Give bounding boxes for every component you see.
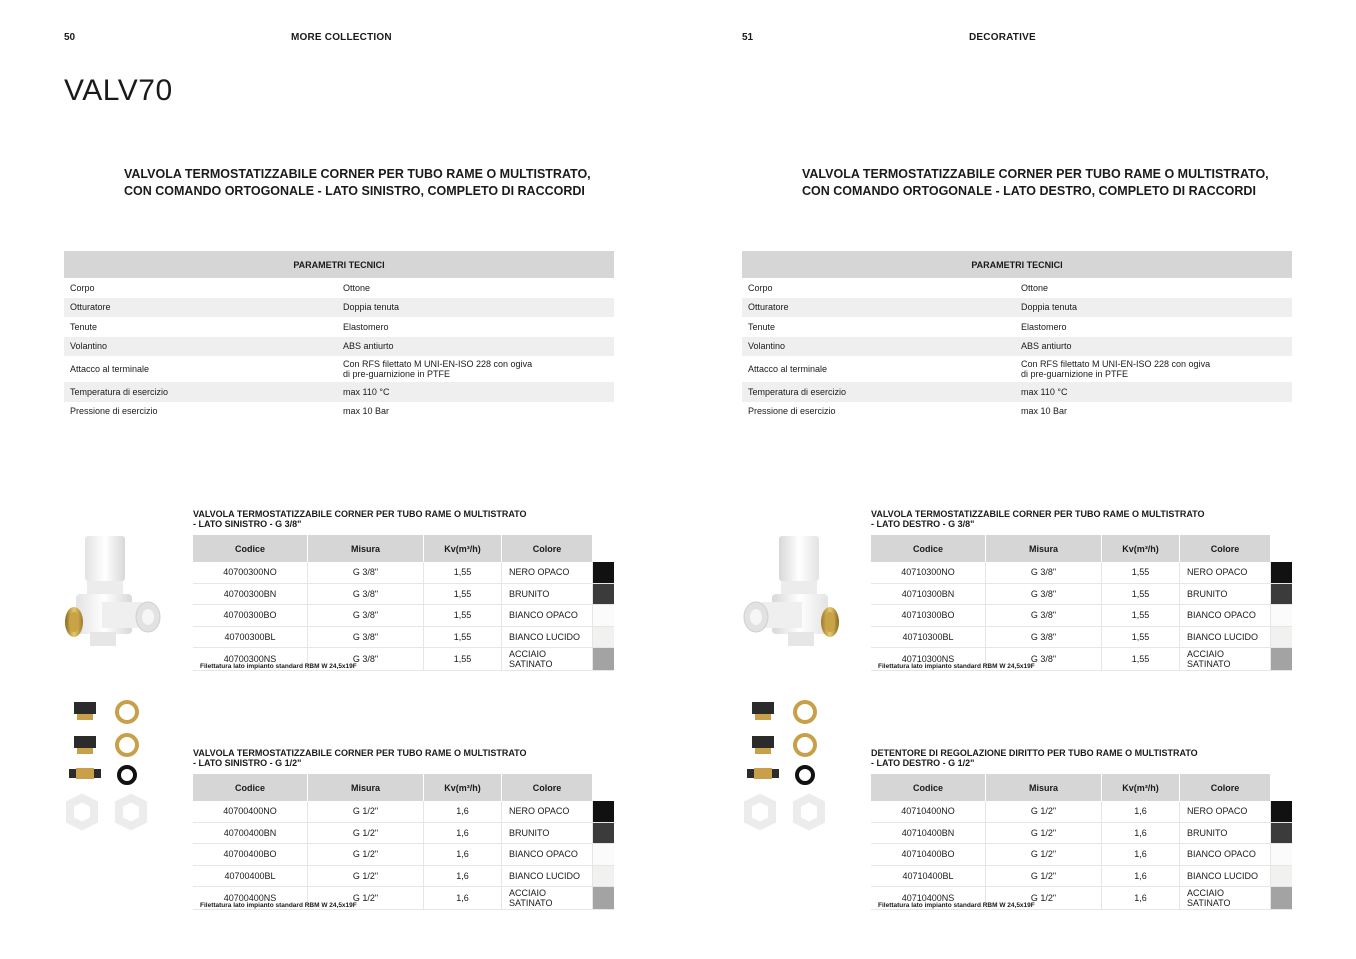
cell-kv: 1,6 bbox=[424, 865, 502, 887]
product-table-title bbox=[871, 509, 1292, 529]
cell-code: 40700300NS bbox=[193, 648, 308, 671]
param-key: Otturatore bbox=[742, 298, 1017, 318]
cell-color: BIANCO OPACO bbox=[1180, 605, 1271, 627]
table-row bbox=[193, 605, 614, 627]
cell-kv: 1,55 bbox=[1102, 648, 1180, 671]
cell-size: G 1/2" bbox=[308, 865, 424, 887]
param-value-line: Con RFS filettato M UNI-EN-ISO 228 con ogiva bbox=[343, 359, 533, 369]
cell-kv: 1,55 bbox=[424, 648, 502, 671]
product-title bbox=[802, 166, 1302, 200]
product-title-line: CON COMANDO ORTOGONALE - LATO SINISTRO, COMPLETO DI RACCORDI bbox=[124, 184, 585, 198]
cell-color: BRUNITO bbox=[1180, 583, 1271, 605]
param-value-line: di pre-guarnizione in PTFE bbox=[1021, 369, 1129, 379]
column-header-kv: Kv(m³/h) bbox=[1102, 774, 1180, 801]
param-key: Otturatore bbox=[64, 298, 339, 318]
cell-color: BRUNITO bbox=[502, 822, 593, 844]
cell-code: 40710300NO bbox=[871, 562, 986, 583]
cell-size: G 3/8" bbox=[308, 583, 424, 605]
param-value: ABS antiurto bbox=[1017, 337, 1292, 357]
param-key: Temperatura di esercizio bbox=[742, 382, 1017, 402]
cell-kv: 1,55 bbox=[1102, 605, 1180, 627]
column-header-kv: Kv(m³/h) bbox=[424, 535, 502, 562]
table-row bbox=[871, 865, 1292, 887]
param-value: Doppia tenuta bbox=[339, 298, 614, 318]
cell-color: NERO OPACO bbox=[1180, 801, 1271, 822]
color-swatch bbox=[1271, 801, 1293, 822]
cell-kv: 1,55 bbox=[424, 562, 502, 583]
cell-kv: 1,6 bbox=[1102, 887, 1180, 910]
cell-size: G 1/2" bbox=[986, 887, 1102, 910]
table-row bbox=[193, 583, 614, 605]
thread-note: Filettatura lato impianto standard RBM W 24,5x19F bbox=[200, 663, 357, 670]
column-header-color: Colore bbox=[1180, 535, 1271, 562]
cell-color: ACCIAIO SATINATO bbox=[1180, 887, 1271, 910]
column-header-color: Colore bbox=[502, 774, 593, 801]
cell-kv: 1,55 bbox=[424, 605, 502, 627]
cell-color: BIANCO OPACO bbox=[1180, 844, 1271, 866]
column-header-size: Misura bbox=[986, 535, 1102, 562]
cell-size: G 1/2" bbox=[308, 887, 424, 910]
cell-code: 40710300BL bbox=[871, 626, 986, 648]
color-swatch bbox=[1271, 605, 1293, 627]
cell-code: 40700400BL bbox=[193, 865, 308, 887]
cell-kv: 1,6 bbox=[424, 822, 502, 844]
column-header-swatch bbox=[593, 774, 615, 801]
cell-color: ACCIAIO SATINATO bbox=[502, 648, 593, 671]
cell-size: G 3/8" bbox=[986, 562, 1102, 583]
table-row bbox=[871, 844, 1292, 866]
column-header-swatch bbox=[1271, 774, 1293, 801]
cell-color: BIANCO OPACO bbox=[502, 605, 593, 627]
param-value: Elastomero bbox=[343, 321, 389, 332]
column-header-color: Colore bbox=[1180, 774, 1271, 801]
product-table-title bbox=[193, 509, 614, 529]
cell-size: G 1/2" bbox=[986, 822, 1102, 844]
cell-color: ACCIAIO SATINATO bbox=[502, 887, 593, 910]
cell-color: BIANCO LUCIDO bbox=[1180, 626, 1271, 648]
cell-kv: 1,55 bbox=[1102, 562, 1180, 583]
table-row bbox=[871, 626, 1292, 648]
column-header-swatch bbox=[593, 535, 615, 562]
column-header-color: Colore bbox=[502, 535, 593, 562]
param-value: ABS antiurto bbox=[339, 337, 614, 357]
cell-code: 40700400BN bbox=[193, 822, 308, 844]
cell-color: BRUNITO bbox=[1180, 822, 1271, 844]
cell-color: NERO OPACO bbox=[502, 562, 593, 583]
cell-code: 40710300BO bbox=[871, 605, 986, 627]
fittings-image bbox=[742, 696, 832, 836]
model-title: VALV70 bbox=[64, 74, 173, 107]
page-number: 50 bbox=[64, 32, 76, 43]
param-value: Ottone bbox=[343, 282, 371, 293]
cell-color: BRUNITO bbox=[502, 583, 593, 605]
cell-size: G 3/8" bbox=[986, 605, 1102, 627]
technical-parameters-table bbox=[742, 251, 1292, 421]
cell-code: 40700400BO bbox=[193, 844, 308, 866]
table-row bbox=[193, 844, 614, 866]
product-table bbox=[193, 774, 614, 910]
cell-size: G 3/8" bbox=[308, 626, 424, 648]
table-row bbox=[193, 626, 614, 648]
cell-size: G 1/2" bbox=[986, 865, 1102, 887]
cell-color: NERO OPACO bbox=[502, 801, 593, 822]
cell-code: 40710400BL bbox=[871, 865, 986, 887]
param-value bbox=[1017, 356, 1292, 382]
cell-kv: 1,6 bbox=[424, 844, 502, 866]
product-table bbox=[193, 535, 614, 671]
param-value: max 110 °C bbox=[1017, 382, 1292, 402]
cell-kv: 1,6 bbox=[1102, 801, 1180, 822]
color-swatch bbox=[593, 605, 615, 627]
param-key: Tenute bbox=[70, 321, 98, 332]
cell-size: G 3/8" bbox=[308, 605, 424, 627]
cell-color: BIANCO LUCIDO bbox=[502, 865, 593, 887]
cell-kv: 1,55 bbox=[424, 626, 502, 648]
cell-code: 40700300NO bbox=[193, 562, 308, 583]
thread-note: Filettatura lato impianto standard RBM W 24,5x19F bbox=[200, 902, 357, 909]
cell-kv: 1,6 bbox=[424, 887, 502, 910]
cell-code: 40700400NS bbox=[193, 887, 308, 910]
cell-kv: 1,55 bbox=[424, 583, 502, 605]
cell-color: ACCIAIO SATINATO bbox=[1180, 648, 1271, 671]
column-header-code: Codice bbox=[193, 774, 308, 801]
param-value: Doppia tenuta bbox=[1017, 298, 1292, 318]
product-table-title-line: VALVOLA TERMOSTATIZZABILE CORNER PER TUBO RAME O MULTISTRATO bbox=[871, 509, 1205, 519]
param-key: Tenute bbox=[748, 321, 776, 332]
param-key: Pressione di esercizio bbox=[748, 406, 836, 417]
product-table-title-line: VALVOLA TERMOSTATIZZABILE CORNER PER TUBO RAME O MULTISTRATO bbox=[193, 748, 527, 758]
cell-size: G 3/8" bbox=[986, 583, 1102, 605]
color-swatch bbox=[593, 562, 615, 583]
cell-kv: 1,6 bbox=[1102, 844, 1180, 866]
cell-code: 40710300BN bbox=[871, 583, 986, 605]
param-value: max 110 °C bbox=[339, 382, 614, 402]
cell-kv: 1,6 bbox=[424, 801, 502, 822]
cell-size: G 1/2" bbox=[986, 844, 1102, 866]
technical-parameters-table bbox=[64, 251, 614, 421]
color-swatch bbox=[593, 822, 615, 844]
product-table-title-line: - LATO SINISTRO - G 1/2" bbox=[193, 758, 302, 768]
cell-code: 40710400BN bbox=[871, 822, 986, 844]
color-swatch bbox=[1271, 562, 1293, 583]
product-title bbox=[124, 166, 624, 200]
column-header-code: Codice bbox=[193, 535, 308, 562]
param-value: Ottone bbox=[1021, 282, 1049, 293]
cell-kv: 1,55 bbox=[1102, 626, 1180, 648]
param-key: Volantino bbox=[742, 337, 1017, 357]
cell-color: NERO OPACO bbox=[1180, 562, 1271, 583]
thread-note: Filettatura lato impianto standard RBM W 24,5x19F bbox=[878, 663, 1035, 670]
param-value: max 10 Bar bbox=[1021, 406, 1068, 417]
cell-kv: 1,6 bbox=[1102, 822, 1180, 844]
color-swatch bbox=[1271, 865, 1293, 887]
page-number: 51 bbox=[742, 32, 754, 43]
param-value: max 10 Bar bbox=[343, 406, 390, 417]
column-header-size: Misura bbox=[986, 774, 1102, 801]
parameters-header: PARAMETRI TECNICI bbox=[742, 251, 1292, 278]
valve-left-image bbox=[62, 532, 164, 652]
table-row bbox=[871, 822, 1292, 844]
cell-size: G 1/2" bbox=[986, 801, 1102, 822]
table-row bbox=[193, 801, 614, 822]
valve-right-image bbox=[740, 532, 842, 652]
parameters-header: PARAMETRI TECNICI bbox=[64, 251, 614, 278]
param-key: Volantino bbox=[64, 337, 339, 357]
color-swatch bbox=[593, 626, 615, 648]
product-table-title bbox=[193, 748, 614, 768]
color-swatch bbox=[593, 648, 615, 671]
cell-code: 40700300BO bbox=[193, 605, 308, 627]
cell-kv: 1,6 bbox=[1102, 865, 1180, 887]
param-key: Corpo bbox=[748, 282, 773, 293]
color-swatch bbox=[1271, 626, 1293, 648]
cell-color: BIANCO LUCIDO bbox=[1180, 865, 1271, 887]
param-value bbox=[339, 356, 614, 382]
column-header-size: Misura bbox=[308, 535, 424, 562]
section-name: DECORATIVE bbox=[969, 32, 1036, 43]
column-header-kv: Kv(m³/h) bbox=[1102, 535, 1180, 562]
fittings-image bbox=[64, 696, 154, 836]
column-header-swatch bbox=[1271, 535, 1293, 562]
table-row bbox=[193, 822, 614, 844]
table-row bbox=[871, 801, 1292, 822]
table-row bbox=[871, 562, 1292, 583]
table-row bbox=[193, 562, 614, 583]
cell-size: G 1/2" bbox=[308, 822, 424, 844]
product-table bbox=[871, 535, 1292, 671]
product-title-line: VALVOLA TERMOSTATIZZABILE CORNER PER TUBO RAME O MULTISTRATO, bbox=[802, 167, 1269, 181]
cell-size: G 1/2" bbox=[308, 801, 424, 822]
cell-size: G 3/8" bbox=[308, 562, 424, 583]
cell-size: G 3/8" bbox=[986, 648, 1102, 671]
color-swatch bbox=[593, 583, 615, 605]
product-title-line: CON COMANDO ORTOGONALE - LATO DESTRO, COMPLETO DI RACCORDI bbox=[802, 184, 1256, 198]
product-table-title-line: - LATO SINISTRO - G 3/8" bbox=[193, 519, 302, 529]
thread-note: Filettatura lato impianto standard RBM W 24,5x19F bbox=[878, 902, 1035, 909]
column-header-size: Misura bbox=[308, 774, 424, 801]
column-header-code: Codice bbox=[871, 535, 986, 562]
cell-code: 40700400NO bbox=[193, 801, 308, 822]
product-table bbox=[871, 774, 1292, 910]
table-row bbox=[193, 865, 614, 887]
param-key: Temperatura di esercizio bbox=[64, 382, 339, 402]
column-header-kv: Kv(m³/h) bbox=[424, 774, 502, 801]
color-swatch bbox=[593, 844, 615, 866]
table-row bbox=[871, 605, 1292, 627]
color-swatch bbox=[593, 887, 615, 910]
cell-code: 40710400NO bbox=[871, 801, 986, 822]
cell-color: BIANCO OPACO bbox=[502, 844, 593, 866]
cell-color: BIANCO LUCIDO bbox=[502, 626, 593, 648]
color-swatch bbox=[1271, 887, 1293, 910]
param-value-line: Con RFS filettato M UNI-EN-ISO 228 con ogiva bbox=[1021, 359, 1211, 369]
product-table-title bbox=[871, 748, 1292, 768]
param-key: Attacco al terminale bbox=[70, 364, 150, 374]
color-swatch bbox=[1271, 844, 1293, 866]
color-swatch bbox=[593, 801, 615, 822]
cell-kv: 1,55 bbox=[1102, 583, 1180, 605]
color-swatch bbox=[1271, 822, 1293, 844]
cell-size: G 3/8" bbox=[986, 626, 1102, 648]
cell-code: 40710400BO bbox=[871, 844, 986, 866]
product-title-line: VALVOLA TERMOSTATIZZABILE CORNER PER TUBO RAME O MULTISTRATO, bbox=[124, 167, 591, 181]
color-swatch bbox=[593, 865, 615, 887]
section-name: MORE COLLECTION bbox=[291, 32, 392, 43]
product-table-title-line: - LATO DESTRO - G 3/8" bbox=[871, 519, 975, 529]
cell-size: G 3/8" bbox=[308, 648, 424, 671]
param-key: Attacco al terminale bbox=[748, 364, 828, 374]
table-row bbox=[871, 583, 1292, 605]
cell-code: 40710300NS bbox=[871, 648, 986, 671]
product-table-title-line: DETENTORE DI REGOLAZIONE DIRITTO PER TUBO RAME O MULTISTRATO bbox=[871, 748, 1198, 758]
param-key: Pressione di esercizio bbox=[70, 406, 158, 417]
color-swatch bbox=[1271, 583, 1293, 605]
cell-code: 40700300BN bbox=[193, 583, 308, 605]
color-swatch bbox=[1271, 648, 1293, 671]
catalog-page-right bbox=[678, 0, 1356, 959]
cell-code: 40700300BL bbox=[193, 626, 308, 648]
cell-size: G 1/2" bbox=[308, 844, 424, 866]
param-value: Elastomero bbox=[1021, 321, 1067, 332]
product-table-title-line: - LATO DESTRO - G 1/2" bbox=[871, 758, 975, 768]
cell-code: 40710400NS bbox=[871, 887, 986, 910]
param-value-line: di pre-guarnizione in PTFE bbox=[343, 369, 451, 379]
column-header-code: Codice bbox=[871, 774, 986, 801]
product-table-title-line: VALVOLA TERMOSTATIZZABILE CORNER PER TUBO RAME O MULTISTRATO bbox=[193, 509, 527, 519]
param-key: Corpo bbox=[70, 282, 95, 293]
